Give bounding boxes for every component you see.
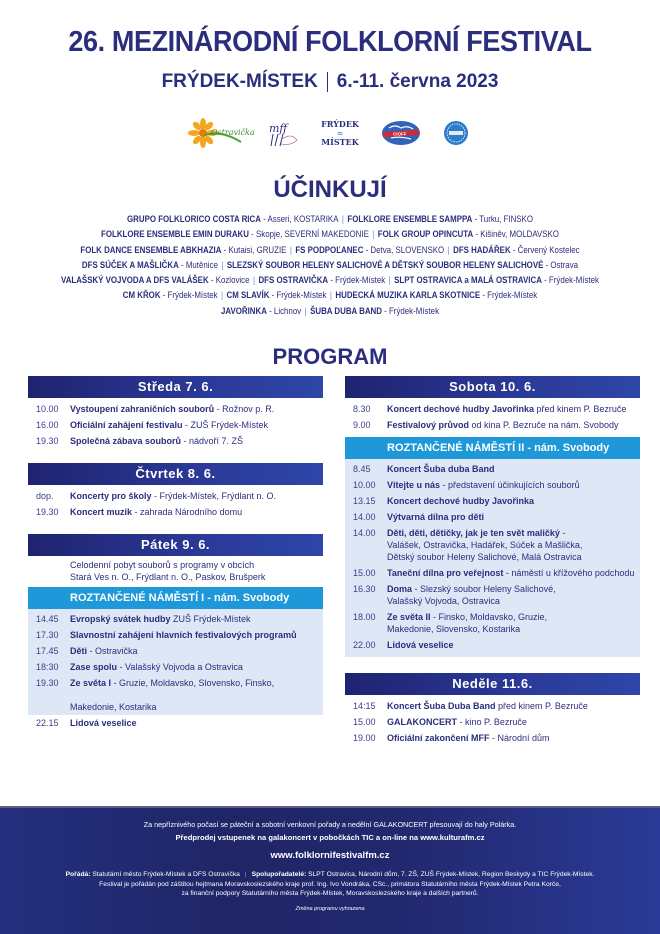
event-description xyxy=(387,463,640,475)
performer-name: DFS OSTRAVIČKA xyxy=(258,275,329,286)
event-description xyxy=(387,583,640,607)
organizer-label: Pořádá: xyxy=(65,871,91,878)
event-row xyxy=(345,509,640,525)
performers-row xyxy=(46,212,614,227)
thursday-events xyxy=(28,485,323,520)
cioff-logo-text: CIOFF xyxy=(392,131,407,137)
event-detail: - Ostravička xyxy=(87,646,138,656)
event-title: Evropský svátek hudby xyxy=(70,614,171,624)
performer-name: SLEZSKÝ SOUBOR HELENY SALICHOVÉ A DĚTSKÝ SOUBOR HELENY SALICHOVÉ xyxy=(226,259,544,270)
festival-website-link[interactable]: www.folklornifestivalfm.cz xyxy=(270,850,390,861)
event-row xyxy=(345,477,640,493)
event-row xyxy=(345,461,640,477)
patronage-line2: za finanční podpory Statutárního města Frýdek-Místek, Moravskoslezského kraje a dalších partnerů. xyxy=(181,890,479,897)
performer-name: FS PODPOĽANEC xyxy=(295,244,364,255)
event-row xyxy=(28,401,323,417)
event-title: Koncert dechové hudby Javořinka xyxy=(387,496,535,506)
event-title: Výtvarná dílna pro děti xyxy=(387,512,485,522)
event-detail: před kinem P. Bezruče xyxy=(534,404,627,414)
performers-title: ÚČINKUJÍ xyxy=(273,176,387,203)
performers-row xyxy=(46,273,614,288)
event-title: Oficiální zakončení MFF xyxy=(387,733,490,743)
organizer-value: Statutární město Frýdek-Místek a DFS Ostravička xyxy=(90,871,240,878)
event-time: 18:30 xyxy=(36,662,59,672)
event-detail: - Valašský Vojvoda a Ostravica xyxy=(117,662,243,672)
event-detail-continued: Makedonie, Slovensko, Kostarika xyxy=(387,624,521,634)
program-left-column xyxy=(28,376,323,731)
performer-place: - Frýdek-Místek xyxy=(480,290,538,301)
performer-divider: | xyxy=(329,290,332,301)
event-title: Ze světa II xyxy=(387,612,431,622)
sponsor-logos xyxy=(0,118,660,148)
event-row xyxy=(345,698,640,714)
day-header-friday: Pátek 9. 6. xyxy=(28,534,323,556)
event-time: 19.30 xyxy=(36,507,59,517)
performer-divider: | xyxy=(372,229,375,240)
event-time: 14.00 xyxy=(353,528,376,538)
festival-title: 26. MEZINÁRODNÍ FOLKLORNÍ FESTIVAL xyxy=(68,26,592,58)
friday-note-line1: Celodenní pobyt souborů s programy v obcích xyxy=(70,560,255,570)
performer-place: - Frýdek-Místek xyxy=(541,275,599,286)
event-title: Koncert Šuba duba Band xyxy=(387,464,495,474)
event-detail-continued: Dětský soubor Heleny Salichové, Malá Ostravica xyxy=(387,552,582,562)
performer-divider: | xyxy=(447,244,450,255)
credits xyxy=(0,870,660,899)
sunday-events xyxy=(345,695,640,746)
performer-place: - Frýdek-Místek xyxy=(381,305,440,316)
patronage-line1: Festival je pořádán pod záštitou hejtmana Moravskoslezského kraje prof. Ing. Ivo Vondráka, CSc., primátora Statutárního města Frýdek-Místek Petra Korče, xyxy=(99,880,561,888)
event-description xyxy=(387,700,640,712)
program-title: PROGRAM xyxy=(272,344,388,369)
event-title: Koncert Šuba Duba Band xyxy=(387,701,496,711)
event-description xyxy=(70,677,323,713)
event-row xyxy=(28,659,323,675)
event-detail: - ZUŠ Frýdek-Místek xyxy=(182,420,269,430)
friday-events xyxy=(28,609,323,731)
event-description xyxy=(70,629,323,641)
subtitle-divider xyxy=(327,72,328,92)
frydek-logo-line2: MÍSTEK xyxy=(321,136,359,147)
event-description xyxy=(70,661,323,673)
program-right-column xyxy=(345,376,640,746)
folklore-association-logo xyxy=(443,118,469,148)
event-title: GALAKONCERT xyxy=(387,717,457,727)
event-detail: - Finsko, Moldavsko, Gruzie, xyxy=(430,612,548,622)
event-description xyxy=(70,613,323,625)
performer-divider: | xyxy=(304,305,307,316)
event-title: Lidová veselice xyxy=(387,640,454,650)
performer-divider: | xyxy=(252,275,256,286)
event-description xyxy=(387,419,640,431)
event-row xyxy=(345,401,640,417)
performer-divider: | xyxy=(289,244,292,255)
performers-list xyxy=(0,212,660,319)
event-detail: - nádvoří 7. ZŠ xyxy=(181,436,244,446)
performers-row xyxy=(46,243,614,258)
event-title: Taneční dílna pro veřejnost xyxy=(387,568,504,578)
event-title: Vítejte u nás xyxy=(387,480,441,490)
event-detail: - Národní dům xyxy=(489,733,550,743)
saturday-square-events xyxy=(345,459,640,657)
performer-name: JAVOŘINKA xyxy=(220,305,267,316)
event-description xyxy=(387,567,640,579)
event-row xyxy=(28,417,323,433)
square-header-friday: ROZTANČENÉ NÁMĚSTÍ I - nám. Svobody xyxy=(28,587,323,609)
weather-note: Za nepříznivého počasí se páteční a sobotní venkovní pořady a nedělní GALAKONCERT přesouvají do haly Polárka. xyxy=(143,820,517,829)
event-description xyxy=(387,527,640,563)
event-title: Koncert dechové hudby Javořinka xyxy=(387,404,535,414)
event-title: Lidová veselice xyxy=(70,718,137,728)
event-time: 8.30 xyxy=(353,404,371,414)
event-time: 19.00 xyxy=(353,733,376,743)
performer-place: - Frýdek-Místek xyxy=(269,290,327,301)
event-title: Společná zábava souborů xyxy=(70,436,182,446)
event-detail: - Gruzie, Moldavsko, Slovensko, Finsko, xyxy=(111,678,275,688)
event-row xyxy=(28,643,323,659)
event-time: 22.15 xyxy=(36,718,59,728)
performer-place: - Červený Kostelec xyxy=(510,244,580,255)
mff-logo-text: mff xyxy=(269,122,288,135)
friday-note-line2: Stará Ves n. O., Frýdlant n. O., Paskov, Brušperk xyxy=(70,572,266,582)
event-title: Slavnostní zahájení hlavních festivalových programů xyxy=(70,630,297,640)
performer-divider: | xyxy=(388,275,391,286)
frydek-mistek-logo xyxy=(321,118,359,148)
performer-name: VALAŠSKÝ VOJVODA A DFS VALÁŠEK xyxy=(61,275,209,286)
event-title: Zase spolu xyxy=(70,662,118,672)
organizers-line xyxy=(0,870,660,880)
performers-row xyxy=(46,288,614,303)
event-description xyxy=(387,639,640,651)
event-time: 9.00 xyxy=(353,420,371,430)
performers-row xyxy=(46,304,614,319)
event-title: Děti, děti, dětičky, jak je ten svět maličký xyxy=(387,528,560,538)
event-row xyxy=(28,627,323,643)
event-detail: - xyxy=(559,528,566,538)
event-detail: - Slezský soubor Heleny Salichové, xyxy=(412,584,556,594)
mff-logo xyxy=(267,118,299,148)
event-description xyxy=(70,506,323,518)
event-time: 17.30 xyxy=(36,630,59,640)
performer-place: - Detva, SLOVENSKO xyxy=(363,244,445,255)
performer-name: DFS SÚČEK A MAŠLIČKA xyxy=(81,259,179,270)
event-time: 19.30 xyxy=(36,678,59,688)
performer-name: DFS HADÁŘEK xyxy=(453,244,511,255)
event-description xyxy=(70,435,323,447)
event-title: Koncert muzik xyxy=(70,507,133,517)
event-title: Festivalový průvod xyxy=(387,420,470,430)
event-row xyxy=(345,493,640,509)
event-detail: ZUŠ Frýdek-Místek xyxy=(170,614,251,624)
event-time: 17.45 xyxy=(36,646,59,656)
event-description xyxy=(387,732,640,744)
performer-name: HUDECKÁ MUZIKA KARLA SKOTNICE xyxy=(335,290,481,301)
performer-name: GRUPO FOLKLORICO COSTA RICA xyxy=(127,214,261,224)
event-description xyxy=(387,403,640,415)
day-header-thursday: Čtvrtek 8. 6. xyxy=(28,463,323,485)
disclaimer: Změna programu vyhrazena xyxy=(295,906,365,912)
event-row xyxy=(28,433,323,449)
event-time: 19.30 xyxy=(36,436,59,446)
event-title: Doma xyxy=(387,584,413,594)
event-time: 16.30 xyxy=(353,584,376,594)
event-description xyxy=(70,717,323,729)
performer-place: - Kutaisi, GRUZIE xyxy=(221,244,287,255)
performer-place: - Turku, FINSKO xyxy=(472,214,533,224)
frydek-logo-wave: ≈ xyxy=(336,127,344,138)
event-title: Koncerty pro školy xyxy=(70,491,152,501)
performer-name: ŠUBA DUBA BAND xyxy=(310,305,382,316)
performer-name: FOLK GROUP OPINCUTA xyxy=(377,229,474,240)
performer-name: CM SLAVÍK xyxy=(226,290,270,301)
performers-row xyxy=(46,258,614,273)
cioff-logo xyxy=(381,118,421,148)
ostravicka-logo xyxy=(191,118,255,148)
credits-divider: | xyxy=(244,871,247,878)
presale-note: Předprodej vstupenek na galakoncert v pobočkách TIC a on-line na www.kulturafm.cz xyxy=(175,833,485,842)
performer-name: FOLKLORE ENSEMBLE EMIN DURAKU xyxy=(101,229,249,240)
event-detail: od kina P. Bezruče na nám. Svobody xyxy=(469,420,619,430)
event-row xyxy=(28,488,323,504)
event-row xyxy=(345,525,640,565)
event-time: 10.00 xyxy=(353,480,376,490)
event-time: dop. xyxy=(36,491,54,501)
event-description xyxy=(387,495,640,507)
performer-place: - Frýdek-Místek xyxy=(160,290,218,301)
event-detail-continued: Valašský Vojvoda, Ostravica xyxy=(387,596,500,606)
festival-city: FRÝDEK-MÍSTEK xyxy=(161,71,318,92)
event-title: Děti xyxy=(70,646,88,656)
frydek-logo-line1: FRÝDEK xyxy=(321,118,359,129)
event-description xyxy=(387,479,640,491)
coorganizer-label: Spolupořadatelé: xyxy=(251,871,307,878)
event-time: 14.00 xyxy=(353,512,376,522)
event-description xyxy=(387,511,640,523)
day-header-saturday: Sobota 10. 6. xyxy=(345,376,640,398)
event-time: 8.45 xyxy=(353,464,371,474)
event-time: 22.00 xyxy=(353,640,376,650)
event-row xyxy=(28,504,323,520)
event-description xyxy=(70,419,323,431)
event-time: 16.00 xyxy=(36,420,59,430)
event-description xyxy=(70,490,323,502)
festival-subtitle xyxy=(0,71,660,93)
saturday-events xyxy=(345,398,640,437)
performer-place: - Skopje, SEVERNÍ MAKEDONIE xyxy=(248,229,369,240)
performer-name: CM KŘOK xyxy=(122,290,161,301)
event-title: Vystoupení zahraničních souborů xyxy=(70,404,215,414)
performer-divider: | xyxy=(341,214,344,224)
event-time: 14.45 xyxy=(36,614,59,624)
event-row xyxy=(345,565,640,581)
event-time: 18.00 xyxy=(353,612,376,622)
event-row xyxy=(345,714,640,730)
performer-place: - Lichnov xyxy=(266,305,302,316)
performer-place: - Asseri, KOSTARIKA xyxy=(260,214,339,224)
event-time: 10.00 xyxy=(36,404,59,414)
event-detail-continued: Makedonie, Kostarika xyxy=(70,702,157,712)
event-time: 15.00 xyxy=(353,568,376,578)
event-row xyxy=(345,581,640,609)
performer-place: - Ostrava xyxy=(543,259,579,270)
day-header-wednesday: Středa 7. 6. xyxy=(28,376,323,398)
event-detail-continued: Valášek, Ostravička, Hadářek, Súček a Mašlička, xyxy=(387,540,583,550)
event-time: 15.00 xyxy=(353,717,376,727)
event-row xyxy=(345,417,640,433)
coorganizer-value: SLPT Ostravica, Národní dům, 7. ZŠ, ZUŠ Frýdek-Místek, Region Beskydy a TIC Frýdek-Místek. xyxy=(306,871,595,878)
event-title: Ze světa I xyxy=(70,678,112,688)
event-detail: - náměstí u křížového podchodu xyxy=(503,568,635,578)
performers-row xyxy=(46,227,614,242)
event-detail: před kinem P. Bezruče xyxy=(495,701,588,711)
event-row xyxy=(345,637,640,653)
event-time: 14:15 xyxy=(353,701,376,711)
event-detail: - Rožnov p. R. xyxy=(214,404,275,414)
event-description xyxy=(70,403,323,415)
friday-note xyxy=(28,556,323,587)
day-header-sunday: Neděle 11.6. xyxy=(345,673,640,695)
performer-place: - Kozlovice xyxy=(208,275,250,286)
wednesday-events xyxy=(28,398,323,449)
performer-divider: | xyxy=(221,259,224,270)
event-description xyxy=(387,716,640,728)
performer-name: FOLKLORE ENSEMBLE SAMPPA xyxy=(347,214,473,224)
event-row xyxy=(28,715,323,731)
performer-name: SLPT OSTRAVICA a MALÁ OSTRAVICA xyxy=(394,275,542,286)
event-time: 13.15 xyxy=(353,496,376,506)
event-detail: - Frýdek-Místek, Frýdlant n. O. xyxy=(151,491,277,501)
event-row xyxy=(28,609,323,627)
event-row xyxy=(345,730,640,746)
event-description xyxy=(387,611,640,635)
event-description xyxy=(70,645,323,657)
event-detail: - zahrada Národního domu xyxy=(132,507,243,517)
event-title: Oficiální zahájení festivalu xyxy=(70,420,183,430)
ostravicka-logo-text: Ostravička xyxy=(211,128,255,137)
performer-place: - Frýdek-Místek xyxy=(328,275,386,286)
event-detail: - představení účinkujících souborů xyxy=(440,480,580,490)
event-row xyxy=(345,609,640,637)
event-detail: - kino P. Bezruče xyxy=(457,717,527,727)
performer-place: - Kišiněv, MOLDAVSKO xyxy=(473,229,559,240)
footer xyxy=(0,806,660,934)
square-header-saturday: ROZTANČENÉ NÁMĚSTÍ II - nám. Svobody xyxy=(345,437,640,459)
festival-dates: 6.-11. června 2023 xyxy=(336,71,499,92)
performer-divider: | xyxy=(221,290,224,301)
performer-name: FOLK DANCE ENSEMBLE ABKHAZIA xyxy=(80,244,222,255)
event-row xyxy=(28,675,323,715)
performer-place: - Mutěnice xyxy=(178,259,218,270)
